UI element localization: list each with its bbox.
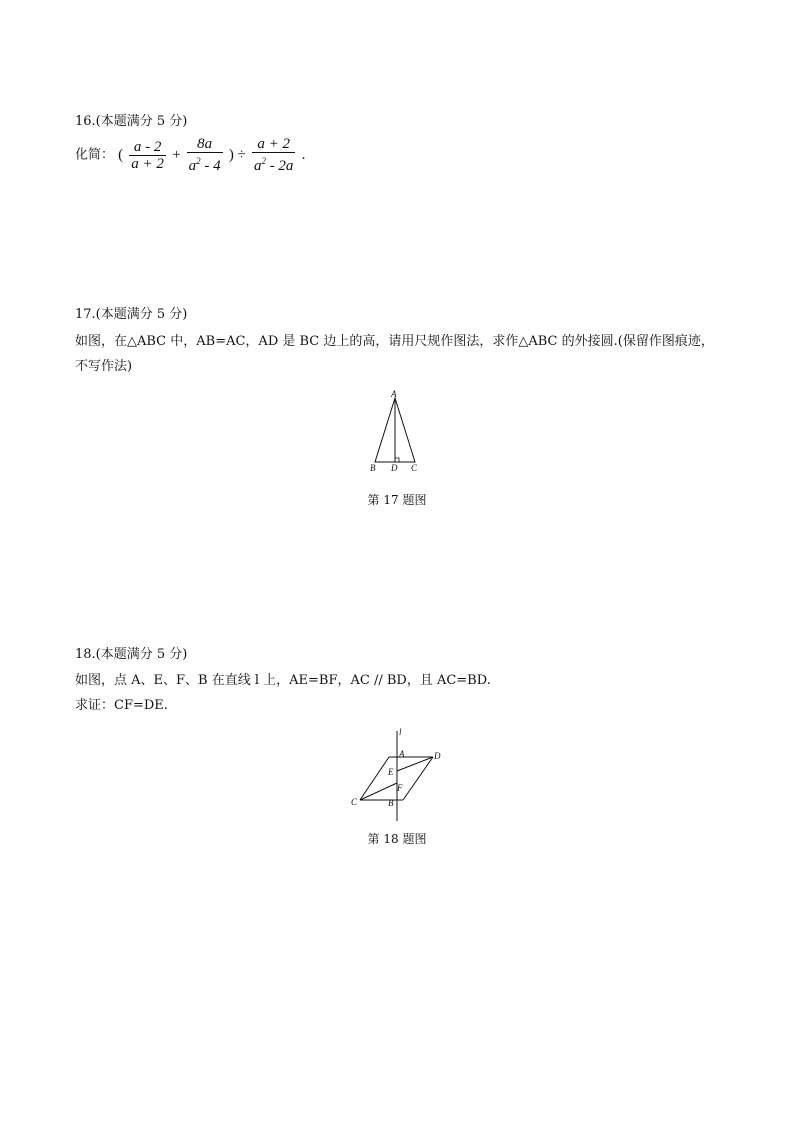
q16-prefix: 化简： [75,147,115,163]
label-a: A [399,749,405,759]
q18-body-line1: 如图，点 A、E、F、B 在直线 l 上，AE=BF，AC // BD，且 AC=BD. [75,673,491,688]
label-f: F [397,783,403,793]
q16-period: . [301,147,306,163]
right-angle-mark [395,458,399,462]
q16-frac1-numerator: a - 2 [129,139,166,156]
q16-frac2-numerator: 8a [187,136,223,153]
label-a: A [391,389,397,399]
label-d: D [391,463,398,473]
q17-header: 17.(本题满分 5 分) [75,307,188,322]
q18-body-line2: 求证：CF=DE. [75,698,168,713]
label-b: B [370,463,376,473]
q16-close-paren-divide: ) ÷ [228,147,246,163]
q17-triangle-figure [360,388,430,476]
q17-caption: 第 17 题图 [367,493,427,507]
q16-open-paren: ( [118,147,124,163]
q17-body-line2: 不写作法) [75,359,133,374]
q16-plus: + [172,147,181,163]
q17-body-line1: 如图，在△ABC 中，AB=AC，AD 是 BC 边上的高，请用尺规作图法，求作△ABC 的外接圆.(保留作图痕迹， [75,334,714,349]
q18-caption: 第 18 题图 [367,832,427,846]
q16-fraction-2 [187,136,223,174]
q16-frac3-denominator: $a^2 - 2a$ [253,156,294,174]
label-b: B [388,798,394,808]
label-c: C [411,463,418,473]
q16-fraction-3 [252,136,296,174]
label-d: D [434,751,441,761]
q16-frac2-denominator: $a^2 - 4$ [188,156,221,174]
label-e: E [388,767,394,777]
q16-frac1-denominator: a + 2 [131,155,164,172]
q16-expression [75,136,305,175]
label-l: l [399,727,402,737]
q18-header: 18.(本题满分 5 分) [75,647,188,662]
label-c: C [351,797,358,807]
segment-db [403,757,433,800]
q16-header: 16.(本题满分 5 分) [75,114,188,129]
q18-parallelogram-figure [345,727,445,825]
q16-frac3-numerator: a + 2 [252,136,296,153]
q16-fraction-1 [129,139,166,172]
